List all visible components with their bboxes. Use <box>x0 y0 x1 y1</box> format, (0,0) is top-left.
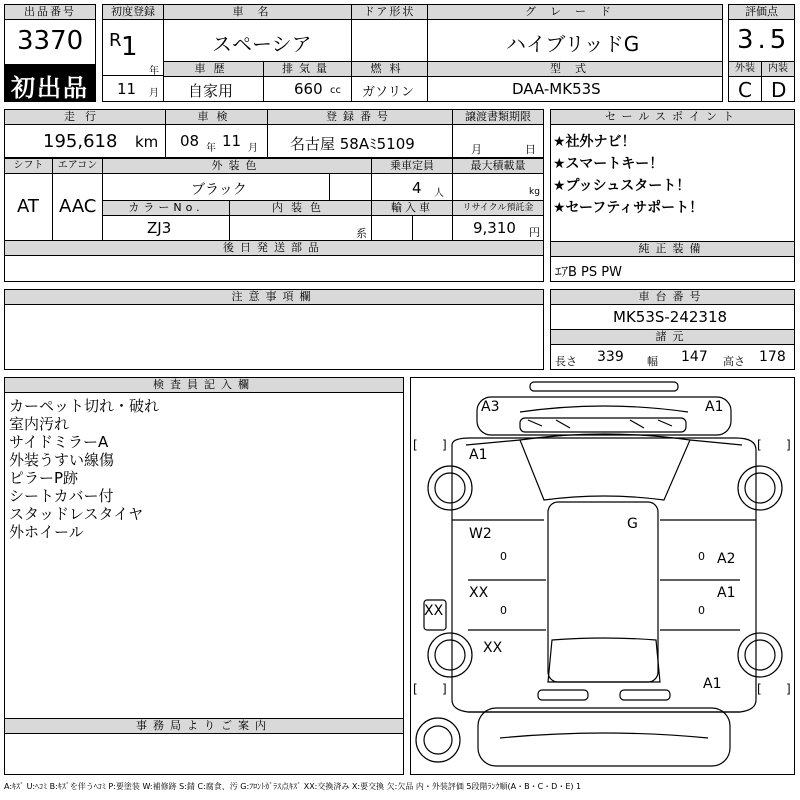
recycle-header: リサイクル預託金 <box>452 200 544 216</box>
width-value: 147 <box>681 349 708 365</box>
damage-mark: W2 <box>469 526 492 542</box>
transfer-day: 日 <box>525 143 536 156</box>
fuel-value: ガソリン <box>362 85 415 100</box>
recycle-value: 9,310 <box>473 219 516 237</box>
shift-value: AT <box>17 196 39 217</box>
width-label: 幅 <box>647 355 658 368</box>
max-load-header: 最大積載量 <box>452 158 544 174</box>
length-value: 339 <box>597 349 624 365</box>
first-reg-header: 初度登録 <box>102 4 164 20</box>
fuel-header: 燃料 <box>351 61 428 77</box>
int-color-header: 内装色 <box>229 200 372 216</box>
year-value: 1 <box>121 32 138 62</box>
inspector-note: シートカバー付 <box>9 487 114 505</box>
height-value: 178 <box>759 349 786 365</box>
damage-mark: A3 <box>481 399 500 415</box>
score-value: 3.5 <box>737 25 791 55</box>
damage-mark: A1 <box>469 447 488 463</box>
damage-mark: A1 <box>705 399 724 415</box>
score-header: 評価点 <box>728 4 795 20</box>
sales-point-item: ★プッシュスタート！ <box>553 178 691 194</box>
chassis-header: 車台番号 <box>550 289 795 305</box>
length-label: 長さ <box>555 355 577 368</box>
ext-color-value: ブラック <box>191 182 247 198</box>
shaken-year-unit: 年 <box>206 143 216 154</box>
shaken-header: 車検 <box>165 109 268 125</box>
damage-mark: A1 <box>717 585 736 601</box>
genuine-equip-value: ｴｱB PS PW <box>555 265 622 280</box>
chassis-value: MK53S-242318 <box>613 308 728 326</box>
bracket-mark: [ <box>413 438 418 452</box>
capacity-unit: 人 <box>434 188 444 199</box>
zero-mark: 0 <box>698 604 705 617</box>
zero-mark: 0 <box>500 604 507 617</box>
month-unit: 月 <box>149 88 159 99</box>
bracket-mark: ] <box>442 438 447 452</box>
bracket-mark: ] <box>786 438 791 452</box>
displacement-value: 660 <box>294 80 323 98</box>
sales-points-header: セールスポイント <box>550 109 795 125</box>
inspector-note: サイドミラーA <box>9 433 109 451</box>
dimensions-header: 諸元 <box>550 329 795 345</box>
interior-header: 内装 <box>761 61 795 77</box>
capacity-value: 4 <box>412 179 422 197</box>
sales-point-item: ★セーフティサポート！ <box>553 200 704 216</box>
bracket-mark: [ <box>757 682 762 696</box>
mileage-header: 走行 <box>4 109 166 125</box>
aircon-header: エアコン <box>52 158 103 174</box>
int-color-suffix: 系 <box>356 227 367 240</box>
recycle-unit: 円 <box>529 226 540 239</box>
damage-mark: XX <box>424 603 444 619</box>
inspector-note: カーペット切れ・破れ <box>9 397 160 415</box>
shaken-month-unit: 月 <box>248 143 258 154</box>
interior-grade-value: D <box>771 78 787 102</box>
transfer-month: 月 <box>471 143 482 156</box>
era-value: R <box>109 30 122 51</box>
month-value: 11 <box>117 80 137 98</box>
car-name-header: 車名 <box>163 4 352 20</box>
sales-point-item: ★社外ナビ！ <box>553 134 636 150</box>
grade-value: ハイブリッドG <box>506 32 640 56</box>
car-name-value: スペーシア <box>212 32 312 56</box>
bracket-mark: ] <box>442 682 447 696</box>
notes-header: 注意事項欄 <box>4 289 544 305</box>
mileage-unit: km <box>135 133 159 151</box>
first-listing-label: 初出品 <box>11 74 89 102</box>
displacement-unit: cc <box>330 85 341 96</box>
capacity-header: 乗車定員 <box>371 158 453 174</box>
sales-point-item: ★スマートキー！ <box>553 156 664 172</box>
year-unit: 年 <box>149 66 159 77</box>
inspector-note: 室内汚れ <box>9 415 70 433</box>
shift-header: シフト <box>4 158 53 174</box>
shaken-month: 11 <box>222 132 242 150</box>
import-header: 輸入車 <box>371 200 453 216</box>
damage-mark: A2 <box>717 551 736 567</box>
height-label: 高さ <box>723 355 745 368</box>
inspector-note: 外ホイール <box>9 523 84 541</box>
bracket-mark: [ <box>757 438 762 452</box>
shaken-year: 08 <box>180 132 200 150</box>
model-value: DAA-MK53S <box>512 80 601 98</box>
damage-mark: XX <box>483 640 503 656</box>
exterior-header: 外装 <box>728 61 762 77</box>
lot-no-value: 3370 <box>17 26 84 56</box>
legend-text: A:ｷｽﾞ U:ﾍｺﾐ B:ｷｽﾞを伴うﾍｺﾐ P:要塗装 W:補修跡 S:錆 C:腐食、汚 G:ﾌﾛﾝﾄｶﾞﾗｽ点ｷｽﾞ XX:交換済み X:要交換 欠:欠品 内・外装評価 5段階ﾗﾝｸ順(A・B・C・D・E) 1 <box>4 782 582 791</box>
color-no-value: ZJ3 <box>147 219 172 237</box>
genuine-equip-header: 純正装備 <box>550 241 795 257</box>
inspector-note: ピラーP跡 <box>9 469 79 487</box>
reg-no-header: 登録番号 <box>267 109 453 125</box>
zero-mark: 0 <box>698 550 705 563</box>
lot-no-header: 出品番号 <box>4 4 96 20</box>
model-header: 型式 <box>427 61 723 77</box>
damage-mark: G <box>627 516 638 532</box>
later-parts-header: 後日発送部品 <box>4 240 544 256</box>
office-info-header: 事務局よりご案内 <box>4 718 404 734</box>
grade-header: グレード <box>427 4 723 20</box>
exterior-grade-value: C <box>738 78 752 102</box>
mileage-value: 195,618 <box>43 131 118 152</box>
ext-color-header: 外装色 <box>102 158 372 174</box>
max-load-unit: kg <box>529 187 540 197</box>
inspector-note: スタッドレスタイヤ <box>9 505 144 523</box>
car-history-value: 自家用 <box>188 82 234 100</box>
transfer-header: 譲渡書類期限 <box>452 109 544 125</box>
door-header: ドア形状 <box>351 4 428 20</box>
displacement-header: 排気量 <box>263 61 352 77</box>
inspector-note: 外装うすい線傷 <box>9 451 115 469</box>
damage-mark: XX <box>469 585 489 601</box>
color-no-header: カラーNo. <box>102 200 230 216</box>
car-history-header: 車歴 <box>163 61 264 77</box>
reg-no-value: 名古屋 58Aﾐ5109 <box>290 135 415 153</box>
inspector-header: 検査員記入欄 <box>4 377 404 393</box>
damage-mark: A1 <box>703 676 722 692</box>
aircon-value: AAC <box>59 196 97 217</box>
bracket-mark: [ <box>413 682 418 696</box>
zero-mark: 0 <box>500 550 507 563</box>
bracket-mark: ] <box>786 682 791 696</box>
